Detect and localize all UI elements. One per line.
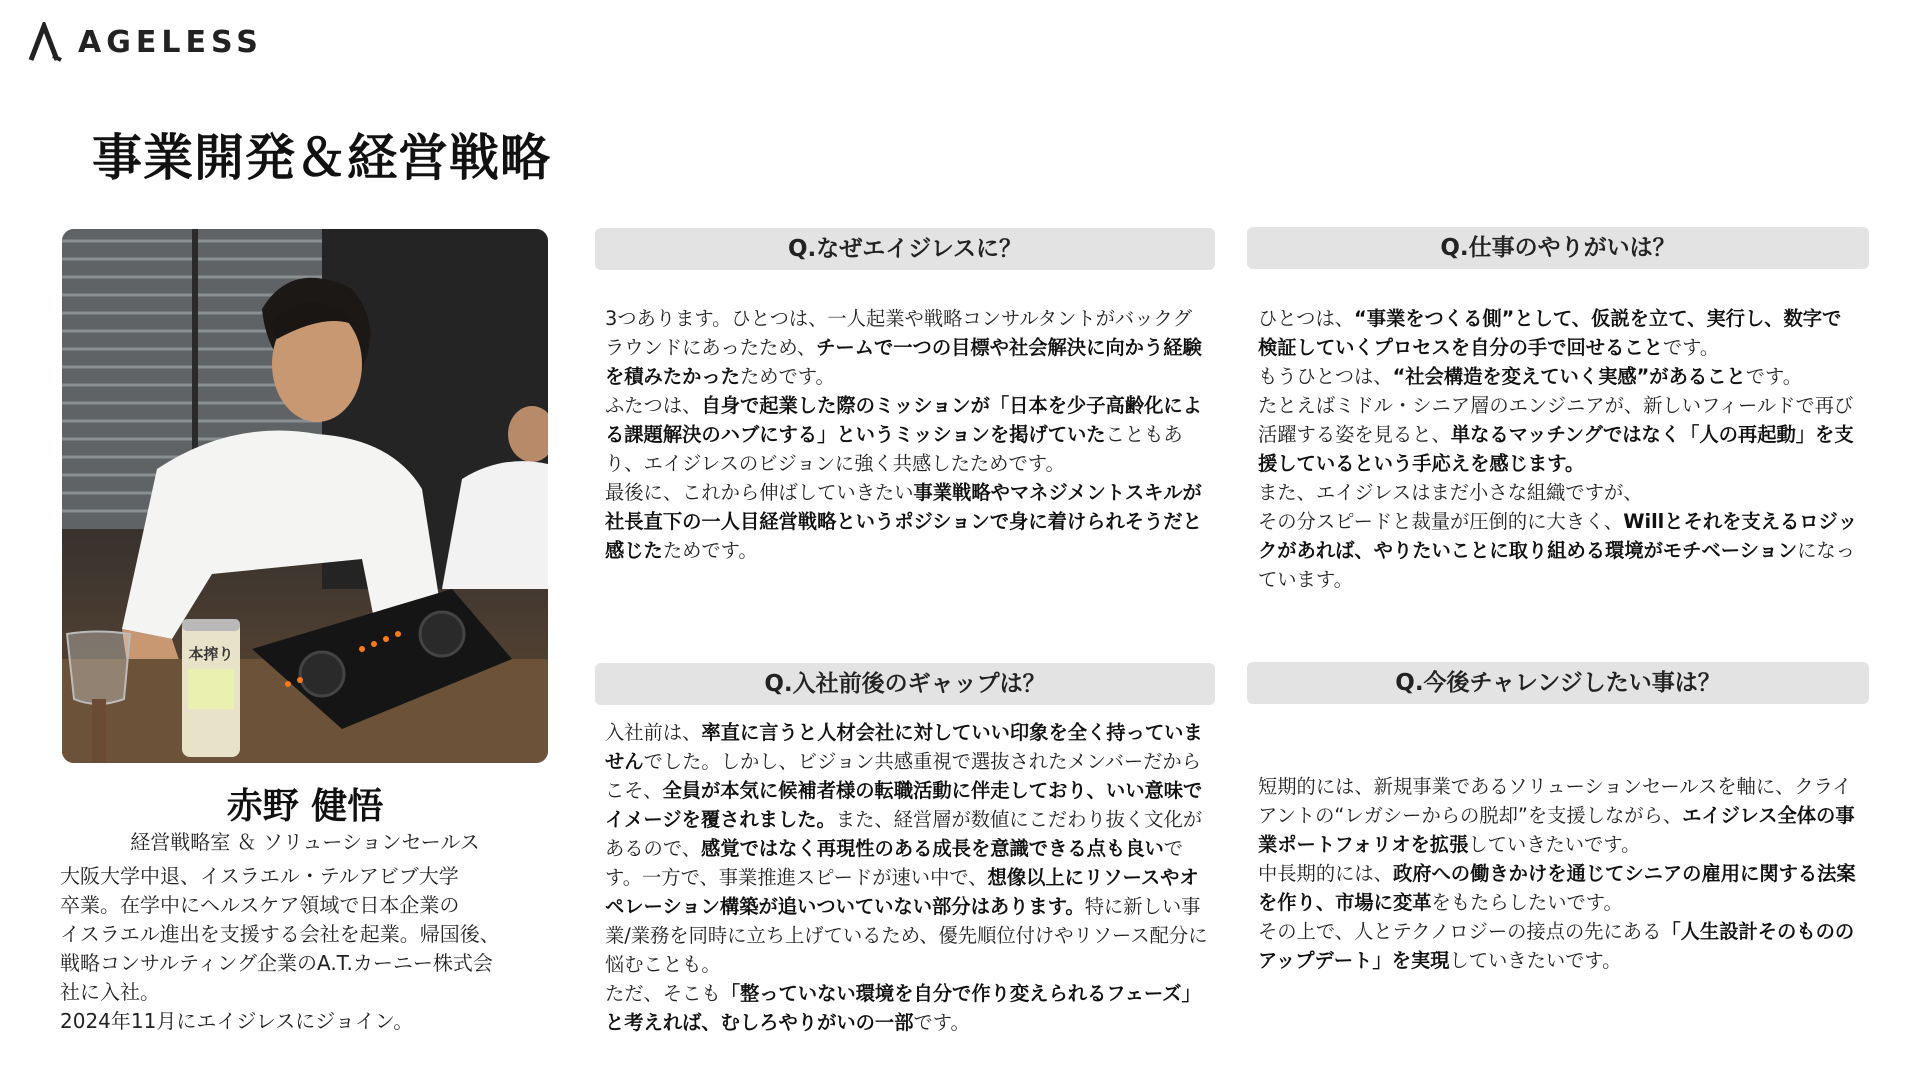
qa-answer-challenge: [1258, 772, 1858, 975]
answer-text: 特に新しい事業/業務を同時に立ち上げているため、優先順位付けやリソース配分に悩むことも。: [605, 895, 1208, 976]
answer-text: でした。しかし、ビジョン共感重視で選抜されたメンバーだからこそ、: [605, 750, 1201, 802]
bio-line: 社に入社。: [60, 980, 160, 1004]
answer-text: また、経営層が数値にこだわり抜く文化があるので、: [605, 808, 1203, 860]
bio-line: 戦略コンサルティング企業のA.T.カーニー株式会: [60, 951, 493, 975]
answer-paragraph: [1258, 917, 1858, 975]
answer-text: です。: [913, 1011, 970, 1034]
bio-line: 大阪大学中退、イスラエル・テルアビブ大学: [60, 864, 459, 888]
can-label: 本搾り: [188, 645, 234, 663]
answer-text: もうひとつは、: [1258, 365, 1393, 388]
answer-emphasis: チームで一つの目標や社会解決に向かう経験を積みたかった: [605, 336, 1202, 388]
answer-text: ただ、そこも: [605, 982, 721, 1005]
answer-text: たとえばミドル・シニア層のエンジニアが、新しいフィールドで再び活躍する姿を見ると、: [1258, 394, 1854, 446]
qa-heading-rewarding: Q.仕事のやりがいは？: [1247, 227, 1869, 269]
bio-line: 2024年11月にエイジレスにジョイン。: [60, 1009, 414, 1033]
qa-heading-why-ageless: Q.なぜエイジレスに？: [595, 228, 1215, 270]
answer-emphasis: “社会構造を変えていく実感”があること: [1392, 365, 1746, 388]
answer-paragraph: [1258, 304, 1858, 362]
answer-text: していきたいです。: [1468, 833, 1641, 856]
answer-paragraph: [605, 718, 1213, 979]
answer-paragraph: [605, 391, 1205, 478]
profile-bio: [60, 862, 550, 1036]
brand-name: AGELESS: [78, 24, 263, 60]
answer-text: ひとつは、: [1258, 307, 1355, 330]
answer-emphasis: 政府への働きかけを通じてシニアの雇用に関する法案を作り、市場に変革: [1258, 862, 1856, 914]
brand-logo: [28, 22, 263, 62]
answer-emphasis: Willとそれを支えるロジックがあれば、やりたいことに取り組める環境がモチベーション: [1258, 510, 1858, 562]
ageless-logo-icon: [28, 22, 64, 62]
answer-text: こともあり、エイジレスのビジョンに強く共感したためです。: [605, 423, 1183, 475]
answer-paragraph: [1258, 478, 1858, 507]
answer-text: また、エイジレスはまだ小さな組織ですが、: [1258, 481, 1643, 504]
profile-role: 経営戦略室 ＆ ソリューションセールス: [130, 830, 480, 854]
answer-text: していきたいです。: [1449, 949, 1622, 972]
photo-illustration: [62, 229, 548, 763]
answer-emphasis: 「人生設計そのもののアップデート」を実現: [1258, 920, 1855, 972]
answer-text: です。一方で、事業推進スピードが速い中で、: [605, 837, 1184, 889]
answer-text: です。: [1745, 365, 1803, 388]
answer-emphasis: 全員が本気に候補者様の転職活動に伴走しており、いい意味でイメージを覆されました。: [605, 779, 1203, 831]
answer-text: です。: [1662, 336, 1720, 359]
answer-text: になっています。: [1258, 539, 1855, 591]
answer-emphasis: 単なるマッチングではなく「人の再起動」を支援しているという手応えを感じます。: [1258, 423, 1854, 475]
drink-can: [182, 619, 240, 757]
bio-line: 卒業。在学中にヘルスケア領域で日本企業の: [60, 893, 460, 917]
answer-text: 短期的には、新規事業であるソリューションセールスを軸に、クライアントの“レガシーからの脱却”を支援しながら、: [1258, 775, 1852, 827]
bio-line: イスラエル進出を支援する会社を起業。帰国後、: [60, 922, 500, 946]
answer-text: 最後に、これから伸ばしていきたい: [605, 481, 914, 504]
answer-paragraph: [605, 478, 1205, 565]
answer-text: その分スピードと裁量が圧倒的に大きく、: [1258, 510, 1624, 533]
answer-text: ふたつは、: [605, 394, 702, 417]
answer-emphasis: 感覚ではなく再現性のある成長を意識できる点も良い: [701, 837, 1164, 860]
answer-text: 入社前は、: [605, 721, 702, 744]
qa-heading-challenge: Q.今後チャレンジしたい事は？: [1247, 662, 1869, 704]
answer-paragraph: [605, 304, 1205, 391]
answer-emphasis: 「整っていない環境を自分で作り変えられるフェーズ」と考えれば、むしろやりがいの一部: [605, 982, 1201, 1034]
answer-emphasis: 自身で起業した際のミッションが「日本を少子高齢化による課題解決のハブにする」というミッションを掲げていた: [605, 394, 1202, 446]
answer-paragraph: [1258, 859, 1858, 917]
answer-paragraph: [605, 979, 1213, 1037]
answer-text: 3つあります。ひとつは、一人起業や戦略コンサルタントがバックグラウンドにあったため、: [605, 307, 1193, 359]
answer-text: その上で、人とテクノロジーの接点の先にある: [1258, 920, 1662, 943]
answer-emphasis: エイジレス全体の事業ポートフォリオを拡張: [1258, 804, 1855, 856]
answer-emphasis: 率直に言うと人材会社に対していい印象を全く持っていません: [605, 721, 1203, 773]
answer-text: 中長期的には、: [1258, 862, 1393, 885]
answer-paragraph: [1258, 772, 1858, 859]
answer-paragraph: [1258, 391, 1858, 478]
answer-emphasis: “事業をつくる側”として、仮説を立て、実行し、数字で検証していくプロセスを自分の手で回せること: [1258, 307, 1842, 359]
answer-text: ためです。: [739, 365, 835, 388]
answer-emphasis: 想像以上にリソースやオペレーション構築が追いついていない部分はあります。: [605, 866, 1199, 918]
qa-answer-gap: [605, 718, 1213, 1037]
profile-photo: [62, 229, 548, 763]
qa-heading-gap: Q.入社前後のギャップは？: [595, 663, 1215, 705]
qa-answer-rewarding: [1258, 304, 1858, 594]
answer-emphasis: 事業戦略やマネジメントスキルが社長直下の一人目経営戦略というポジションで身に着けられそうだと感じた: [605, 481, 1202, 562]
answer-paragraph: [1258, 362, 1858, 391]
profile-name: 赤野 健悟: [226, 786, 384, 827]
answer-text: ためです。: [662, 539, 758, 562]
qa-answer-why-ageless: [605, 304, 1205, 565]
page-title: 事業開発＆経営戦略: [92, 129, 551, 187]
answer-paragraph: [1258, 507, 1858, 594]
answer-text: をもたらしたいです。: [1431, 891, 1623, 914]
